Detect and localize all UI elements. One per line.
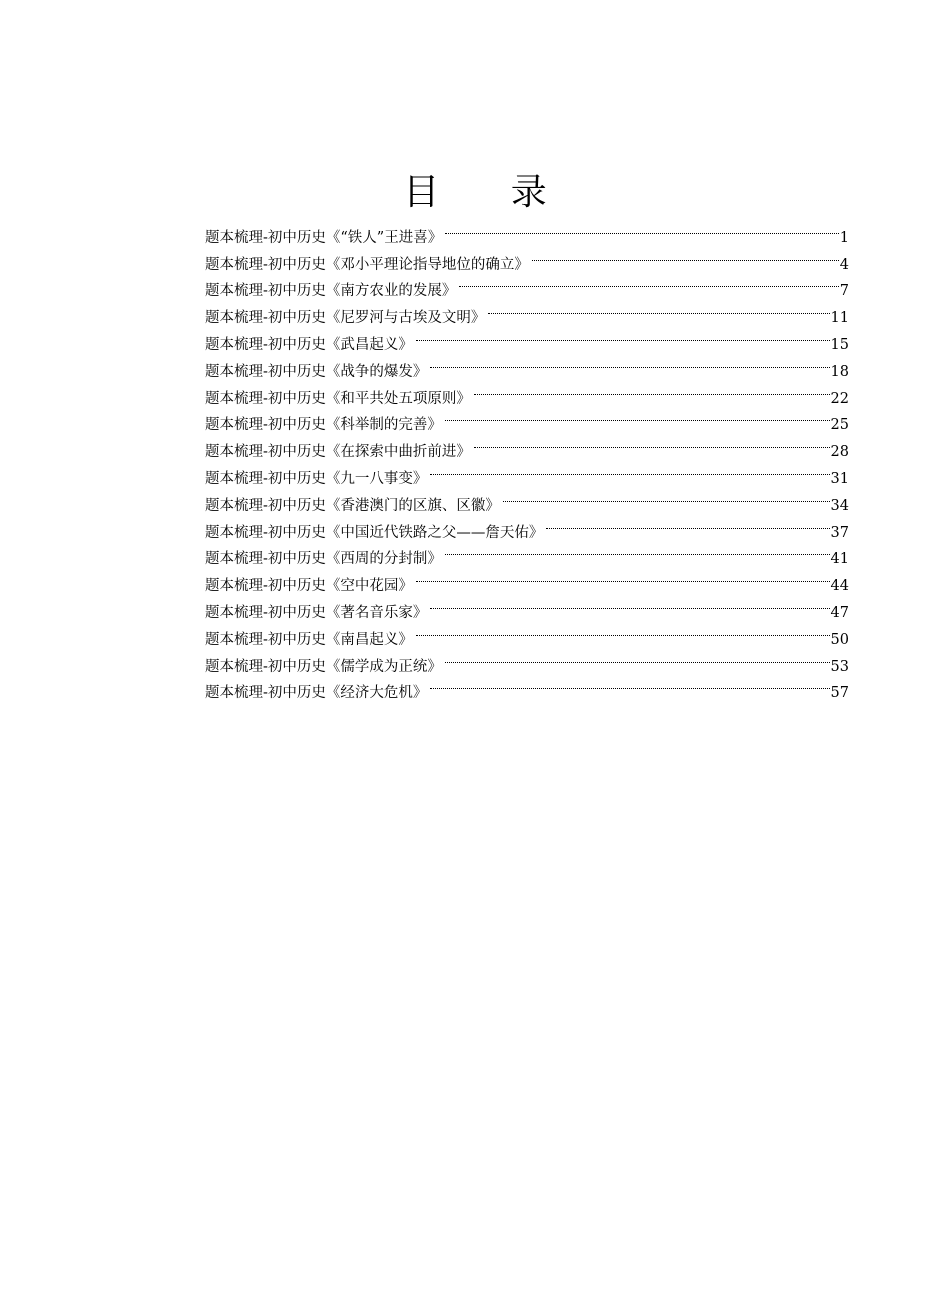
- toc-entry-page-number: 47: [830, 604, 849, 621]
- toc-dot-leader: [443, 215, 839, 242]
- toc-entry-title: 题本梳理-初中历史《尼罗河与古埃及文明》: [205, 310, 486, 327]
- toc-entry-title: 题本梳理-初中历史《南昌起义》: [205, 631, 413, 648]
- toc-entry-page-number: 41: [830, 551, 849, 568]
- toc-entry-page-number: 34: [830, 497, 849, 514]
- toc-entry-page-number: 57: [830, 685, 849, 702]
- toc-entry-title: 题本梳理-初中历史《战争的爆发》: [205, 363, 428, 380]
- toc-dot-leader: [472, 429, 830, 456]
- toc-entry-page-number: 15: [830, 336, 849, 353]
- toc-dot-leader: [414, 322, 830, 349]
- toc-dot-leader: [428, 671, 829, 698]
- toc-dot-leader: [414, 617, 830, 644]
- toc-entry-page-number: 1: [839, 229, 849, 246]
- toc-dot-leader: [443, 537, 830, 564]
- toc-dot-leader: [428, 456, 829, 483]
- toc-entry-title: 题本梳理-初中历史《西周的分封制》: [205, 551, 442, 568]
- toc-entry-page-number: 28: [830, 444, 849, 461]
- toc-entry-page-number: 18: [830, 363, 849, 380]
- toc-entry-title: 题本梳理-初中历史《九一八事变》: [205, 470, 428, 487]
- toc-dot-leader: [486, 295, 829, 322]
- toc-entry-page-number: 53: [830, 658, 849, 675]
- toc-entry-page-number: 11: [830, 310, 849, 327]
- toc-entry-page-number: 25: [830, 417, 849, 434]
- toc-dot-leader: [428, 349, 829, 376]
- toc-entry-title: 题本梳理-初中历史《和平共处五项原则》: [205, 390, 471, 407]
- toc-entry-title: 题本梳理-初中历史《香港澳门的区旗、区徽》: [205, 497, 500, 514]
- toc-entry-title: 题本梳理-初中历史《科举制的完善》: [205, 417, 442, 434]
- toc-entry-title: 题本梳理-初中历史《在探索中曲折前进》: [205, 444, 471, 461]
- toc-dot-leader: [544, 510, 829, 537]
- toc-entry-page-number: 4: [839, 256, 849, 273]
- toc-dot-leader: [501, 483, 830, 510]
- toc-entry-title: 题本梳理-初中历史《儒学成为正统》: [205, 658, 442, 675]
- toc-dot-leader: [530, 242, 839, 269]
- toc-dot-leader: [472, 376, 830, 403]
- toc-entry-page-number: 7: [839, 283, 849, 300]
- toc-dot-leader: [428, 590, 829, 617]
- toc-entry-title: 题本梳理-初中历史《邓小平理论指导地位的确立》: [205, 256, 529, 273]
- toc-entry-title: 题本梳理-初中历史《空中花园》: [205, 578, 413, 595]
- toc-entry-title: 题本梳理-初中历史《中国近代铁路之父——詹天佑》: [205, 524, 544, 541]
- toc-entry-title: 题本梳理-初中历史《南方农业的发展》: [205, 283, 457, 300]
- toc-title: 目 录: [403, 172, 577, 213]
- toc-dot-leader: [443, 403, 830, 430]
- toc-list: [205, 215, 849, 702]
- toc-entry-title: 题本梳理-初中历史《经济大危机》: [205, 685, 428, 702]
- toc-entry-title: 题本梳理-初中历史《著名音乐家》: [205, 604, 428, 621]
- toc-entry[interactable]: [205, 215, 849, 246]
- toc-entry-page-number: 22: [830, 390, 849, 407]
- toc-entry-page-number: 31: [830, 470, 849, 487]
- toc-entry-page-number: 44: [830, 578, 849, 595]
- toc-dot-leader: [457, 269, 838, 296]
- toc-entry-page-number: 37: [830, 524, 849, 541]
- toc-dot-leader: [414, 563, 830, 590]
- toc-entry-page-number: 50: [830, 631, 849, 648]
- toc-dot-leader: [443, 644, 830, 671]
- toc-entry-title: 题本梳理-初中历史《“铁人”王进喜》: [205, 229, 443, 246]
- toc-entry-title: 题本梳理-初中历史《武昌起义》: [205, 336, 413, 353]
